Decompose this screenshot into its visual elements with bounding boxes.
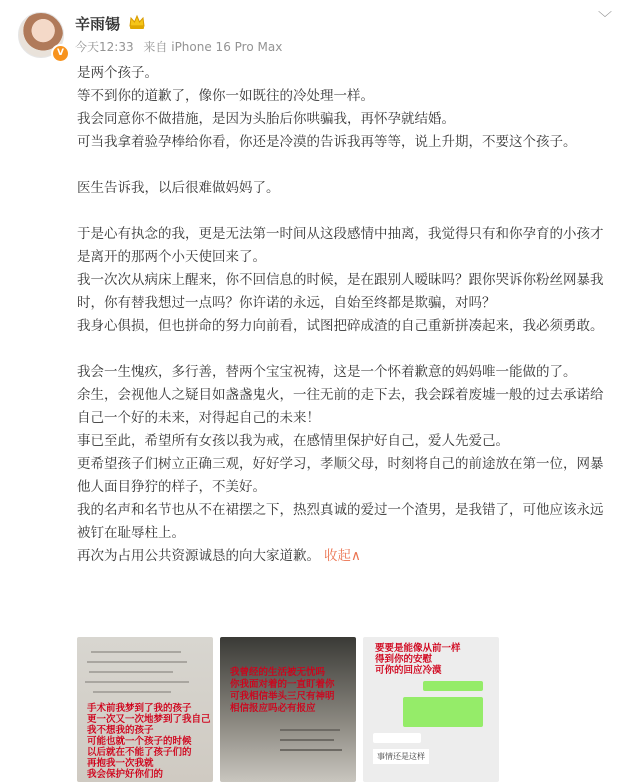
member-crown-icon [128, 14, 146, 30]
page-text-line [93, 691, 171, 693]
username[interactable]: 辛雨锡 [75, 15, 121, 33]
paragraph-spacer [77, 338, 612, 361]
chat-bubble [423, 681, 483, 691]
image-grid [77, 637, 537, 782]
overlay-text: 可我相信举头三尺有神明 [230, 691, 335, 702]
overlay-text: 你我面对着的一直盯着你 [230, 679, 335, 690]
post-paragraph: 可当我拿着验孕棒给你看，你还是冷漠的告诉我再等等，说上升期，不要这个孩子。 [77, 134, 577, 150]
page-text-line [280, 749, 342, 751]
post-paragraph: 是两个孩子。 [77, 65, 158, 81]
more-options-icon[interactable]: ﹀ [598, 11, 612, 27]
page-text-line [280, 739, 334, 741]
post-paragraph: 我一次次从病床上醒来，你不回信息的时候，是在跟别人暧昧吗？跟你哭诉你粉丝网暴我时，你有替我想过一点吗？你许诺的永远，自始至终都是欺骗，对吗？ [77, 272, 604, 311]
overlay-text: 更一次又一次地梦到了我自己 [87, 714, 211, 725]
post-source: 来自 iPhone 16 Pro Max [143, 40, 283, 54]
overlay-text: 要要是能像从前一样 [375, 643, 461, 654]
post-header [0, 0, 627, 62]
verified-badge-icon: V [51, 44, 70, 63]
post-paragraph: 事已至此，希望所有女孩以我为戒，在感情里保护好自己，爱人先爱己。 [77, 433, 509, 449]
paragraph-spacer [77, 200, 612, 223]
overlay-text: 可你的回应冷漠 [375, 665, 442, 676]
post-image-1[interactable] [77, 637, 213, 782]
post-paragraph: 我会同意你不做措施，是因为头胎后你哄骗我，再怀孕就结婚。 [77, 111, 455, 127]
overlay-text: 以后就在不能了孩子们的 [87, 747, 192, 758]
post-last-line [77, 545, 612, 568]
post-body [77, 62, 612, 568]
overlay-text: 可能也就一个孩子的时候 [87, 736, 192, 747]
post-paragraph: 等不到你的道歉了，像你一如既往的冷处理一样。 [77, 88, 374, 104]
post-meta [75, 38, 288, 55]
post-paragraph: 我身心俱损，但也拼命的努力向前看，试图把碎成渣的自己重新拼凑起来，我必须勇敢。 [77, 318, 604, 334]
post-paragraph: 我会一生愧疚，多行善，替两个宝宝祝祷，这是一个怀着歉意的妈妈唯一能做的了。 [77, 364, 577, 380]
overlay-text: 我会保护好你们的 [87, 769, 164, 780]
page-text-line [85, 681, 189, 683]
post-paragraph: 余生，会视他人之疑目如盏盏鬼火，一往无前的走下去，我会踩着废墟一般的过去承诺给自己一个好的未来，对得起自己的未来！ [77, 387, 604, 426]
overlay-text: 相信报应吗必有报应 [230, 703, 316, 714]
overlay-text: 我不想我的孩子 [87, 725, 154, 736]
chat-bubble [403, 697, 483, 727]
page-text-line [89, 671, 173, 673]
overlay-text: 我曾经的生活被无忧吗 [230, 667, 326, 678]
post-paragraph: 于是心有执念的我，更是无法第一时间从这段感情中抽离，我觉得只有和你孕育的小孩才是离开的那两个小天使回来了。 [77, 226, 604, 265]
overlay-text: 手术前我梦到了我的孩子 [87, 703, 192, 714]
post-paragraph: 我的名声和名节也从不在裙摆之下，热烈真诚的爱过一个渣男，是我错了，可他应该永远被钉在耻辱柱上。 [77, 502, 604, 541]
chat-bubble [373, 733, 421, 743]
paragraph-spacer [77, 154, 612, 177]
post-paragraph: 医生告诉我，以后很难做妈妈了。 [77, 180, 280, 196]
post-paragraph: 再次为占用公共资源诚恳的向大家道歉。 [77, 548, 320, 564]
collapse-link[interactable]: 收起∧ [324, 548, 361, 564]
overlay-text: 得到你的安慰 [375, 654, 433, 665]
chat-message-text: 事情还是这样 [373, 749, 429, 764]
page-text-line [87, 661, 187, 663]
post-paragraph: 更希望孩子们树立正确三观，好好学习，孝顺父母，时刻将自己的前途放在第一位，网暴他人面目狰狞的样子，不美好。 [77, 456, 604, 495]
overlay-text: 再抱我一次我就 [87, 758, 154, 769]
page-text-line [91, 651, 181, 653]
post-image-2[interactable] [220, 637, 356, 782]
page-text-line [280, 729, 340, 731]
post-time: 今天12:33 [75, 40, 134, 54]
post-image-3[interactable] [363, 637, 499, 782]
